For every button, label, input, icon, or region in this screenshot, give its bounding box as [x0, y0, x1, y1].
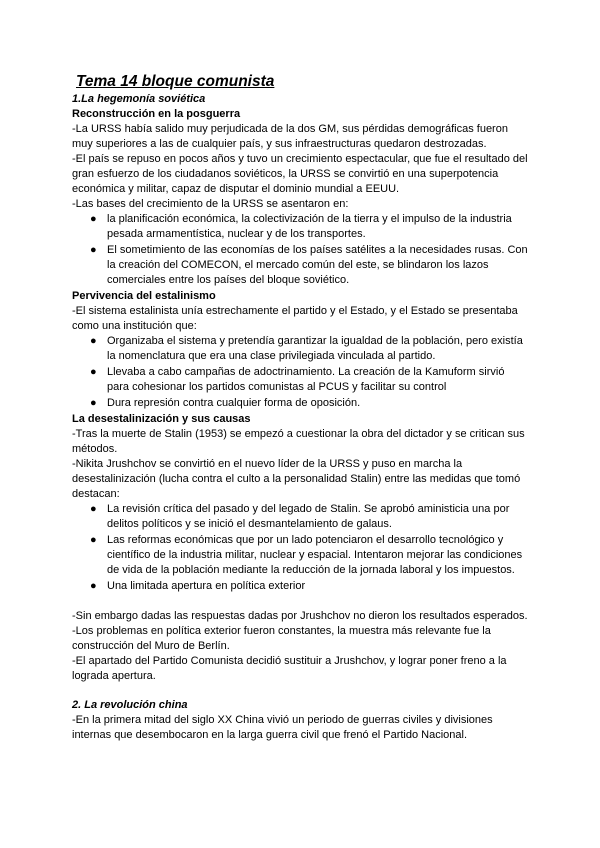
list-item-text: Dura represión contra cualquier forma de oposición. [107, 397, 361, 409]
document-page [72, 72, 528, 743]
section-1-title: 1.La hegemonía soviética [72, 93, 206, 105]
bullet-icon: ● [90, 397, 97, 409]
spacer [72, 684, 528, 698]
list-item-text: Las reformas económicas que por un lado potenciaron el desarrollo tecnológico y científico de la industria militar, nuclear y espacial. Intentaron mejorar las condiciones de vida de la población mediante la reducción de la jornada laboral y los impuestos. [107, 534, 523, 576]
list-item-text: Llevaba a cabo campañas de adoctrinamiento. La creación de la Kamuform sirvió para cohesionar los partidos comunistas al PCUS y facilitar su control [107, 366, 505, 393]
document-title: Tema 14 bloque comunista [76, 73, 275, 90]
list-item [72, 212, 528, 242]
paragraph: -El país se repuso en pocos años y tuvo un crecimiento espectacular, que fue el resultado del gran esfuerzo de los ciudadanos soviéticos, la URSS se convirtió en una superpotencia económica y militar, capaz de disputar el dominio mundial a EEUU. [72, 153, 528, 195]
section-2-title: 2. La revolución china [72, 699, 188, 711]
heading-pervivencia: Pervivencia del estalinismo [72, 290, 216, 302]
list-item [72, 243, 528, 288]
paragraph: -Los problemas en política exterior fueron constantes, la muestra más relevante fue la construcción del Muro de Berlín. [72, 625, 491, 652]
list-item [72, 533, 528, 578]
bullet-icon: ● [90, 213, 97, 225]
bullet-icon: ● [90, 335, 97, 347]
paragraph: -Sin embargo dadas las respuestas dadas por Jrushchov no dieron los resultados esperados. [72, 610, 528, 622]
bullet-icon: ● [90, 244, 97, 256]
list-item [72, 579, 528, 594]
list-item-text: Organizaba el sistema y pretendía garantizar la igualdad de la población, pero existía la nomenclatura que era una clase privilegiada vinculada al partido. [107, 335, 523, 362]
heading-reconstruccion: Reconstrucción en la posguerra [72, 108, 241, 120]
bullet-list [72, 212, 528, 288]
bullet-list [72, 334, 528, 411]
list-item [72, 502, 528, 532]
bullet-icon: ● [90, 580, 97, 592]
paragraph: -Tras la muerte de Stalin (1953) se empezó a cuestionar la obra del dictador y se critican sus métodos. [72, 428, 525, 455]
bullet-icon: ● [90, 534, 97, 546]
bullet-icon: ● [90, 503, 97, 515]
list-item [72, 334, 528, 364]
list-item [72, 396, 528, 411]
spacer [72, 595, 528, 609]
bullet-icon: ● [90, 366, 97, 378]
paragraph: -Nikita Jrushchov se convirtió en el nuevo líder de la URSS y puso en marcha la desestalinización (lucha contra el culto a la personalidad Stalin) entre las medidas que tomó destacan: [72, 458, 521, 500]
paragraph: -El apartado del Partido Comunista decidió sustituir a Jrushchov, y lograr poner freno a la lograda apertura. [72, 655, 507, 682]
paragraph: -Las bases del crecimiento de la URSS se asentaron en: [72, 198, 349, 210]
list-item-text: la planificación económica, la colectivización de la tierra y el impulso de la industria pesada armamentística, nuclear y de los transportes. [107, 213, 512, 240]
paragraph: -En la primera mitad del siglo XX China vivió un periodo de guerras civiles y divisiones internas que desembocaron en la larga guerra civil que frenó el Partido Nacional. [72, 714, 493, 741]
paragraph: -La URSS había salido muy perjudicada de la dos GM, sus pérdidas demográficas fueron muy superiores a las de cualquier país, y sus infraestructuras quedaron destrozadas. [72, 123, 508, 150]
list-item-text: La revisión crítica del pasado y del legado de Stalin. Se aprobó aministicia una por delitos políticos y se inició el desmantelamiento de galaus. [107, 503, 510, 530]
bullet-list [72, 502, 528, 594]
list-item-text: El sometimiento de las economías de los países satélites a la necesidades rusas. Con la creación del COMECON, el mercado común del este, se blindaron los lazos comerciales entre los países del bloque soviético. [107, 244, 528, 286]
paragraph: -El sistema estalinista unía estrechamente el partido y el Estado, y el Estado se presentaba como una institución que: [72, 305, 518, 332]
list-item-text: Una limitada apertura en política exterior [107, 580, 306, 592]
list-item [72, 365, 528, 395]
heading-desestalinizacion: La desestalinización y sus causas [72, 413, 251, 425]
